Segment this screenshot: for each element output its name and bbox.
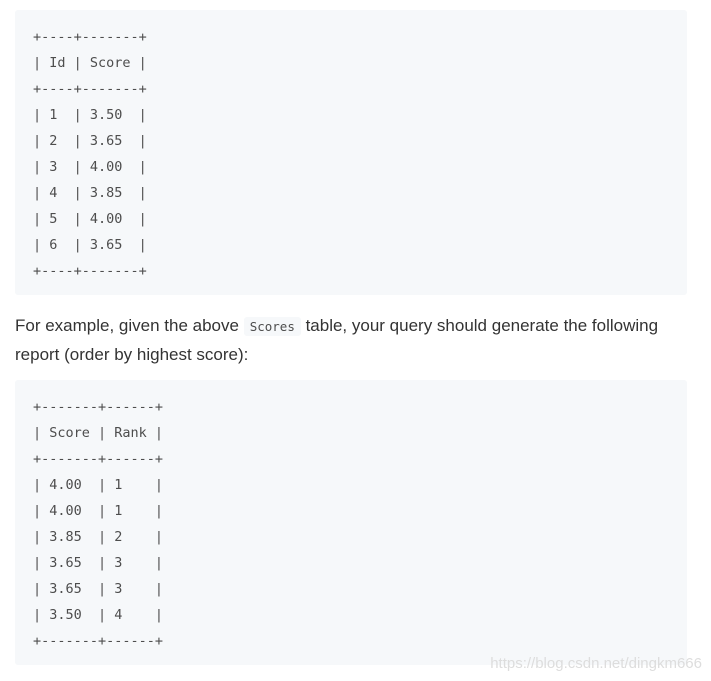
scores-code-block [15, 10, 687, 295]
code-line: +-------+------+ [33, 399, 164, 415]
code-line: | 5 | 4.00 | [33, 211, 147, 227]
code-line: | 3.85 | 2 | [33, 529, 164, 545]
code-line: | 3 | 4.00 | [33, 159, 147, 175]
description-text-before: For example, given the above [15, 316, 244, 335]
code-line: | 4.00 | 1 | [33, 477, 164, 493]
watermark: https://blog.csdn.net/dingkm666 [490, 655, 702, 672]
code-line: | 3.50 | 4 | [33, 607, 164, 623]
code-line: | 1 | 3.50 | [33, 107, 147, 123]
inline-code-scores: Scores [244, 317, 301, 336]
code-line: | 4 | 3.85 | [33, 185, 147, 201]
code-line: | 3.65 | 3 | [33, 555, 164, 571]
code-line: +-------+------+ [33, 633, 164, 649]
rank-code-block [15, 380, 687, 665]
code-line: | Score | Rank | [33, 425, 164, 441]
code-line: +-------+------+ [33, 451, 164, 467]
code-line: | 4.00 | 1 | [33, 503, 164, 519]
code-line: | 6 | 3.65 | [33, 237, 147, 253]
code-line: +----+-------+ [33, 81, 147, 97]
code-line: | 2 | 3.65 | [33, 133, 147, 149]
code-line: | 3.65 | 3 | [33, 581, 164, 597]
description-paragraph [15, 312, 695, 369]
code-line: | Id | Score | [33, 55, 147, 71]
code-line: +----+-------+ [33, 263, 147, 279]
description-text-after: table, your query should generate the following report (order by highest score): [15, 316, 659, 364]
code-line: +----+-------+ [33, 29, 147, 45]
